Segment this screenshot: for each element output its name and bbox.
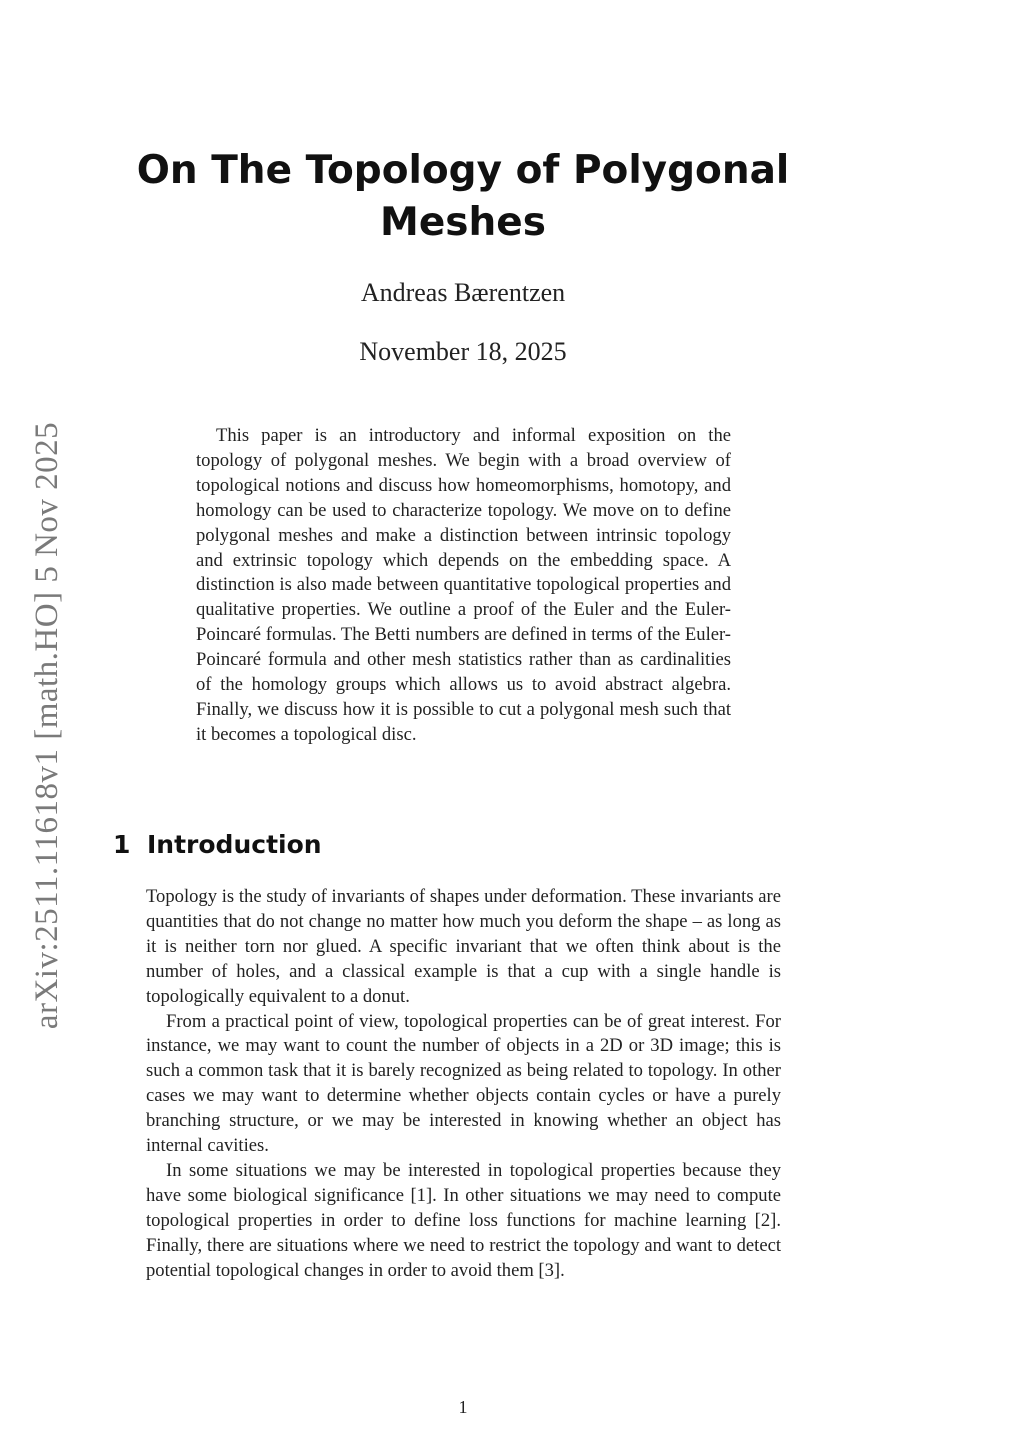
arxiv-identifier-stamp xyxy=(18,405,78,1045)
section-number: 1 xyxy=(113,830,131,859)
abstract-paragraph: This paper is an introductory and informal exposition on the topology of polygonal meshes. We begin with a broad overview of topological notions and discuss how homeomorphisms, homotopy, and homology can be used to characterize topology. We move on to define polygonal meshes and make a distinction between intrinsic topology and extrinsic topology which depends on the embedding space. A distinction is also made between quantitative topological properties and qualitative properties. We outline a proof of the Euler and the Euler-Poincaré formulas. The Betti numbers are defined in terms of the Euler-Poincaré formula and other mesh statistics rather than as cardinalities of the homology groups which allows us to avoid abstract algebra. Finally, we discuss how it is possible to cut a polygonal mesh such that it becomes a topological disc. xyxy=(196,425,731,745)
section-body xyxy=(146,885,781,1284)
author-name: Andreas Bærentzen xyxy=(360,278,566,307)
publication-date: November 18, 2025 xyxy=(359,337,567,366)
body-paragraph: Topology is the study of invariants of shapes under deformation. These invariants are quantities that do not change no matter how much you deform the shape – as long as it is neither torn nor glued. A specific invariant that we often think about is the number of holes, and a classical example is that a cup with a single handle is topologically equivalent to a donut. xyxy=(146,886,781,1007)
body-paragraph: In some situations we may be interested in topological properties because they have some biological significance [1]. In other situations we may need to compute topological properties in order to define loss functions for machine learning [2]. Finally, there are situations where we need to restrict the topology and want to detect potential topological changes in order to avoid them [3]. xyxy=(146,1159,781,1281)
page-number: 1 xyxy=(458,1397,468,1417)
arxiv-identifier-text: arXiv:2511.11618v1 [math.HO] 5 Nov 2025 xyxy=(29,421,66,1029)
body-paragraph: From a practical point of view, topological properties can be of great interest. For instance, we may want to count the number of objects in a 2D or 3D image; this is such a common task that it is barely recognized as being related to topology. In other cases we may want to determine whether objects contain cycles or have a purely branching structure, or we may be interested in knowing whether an object has internal cavities. xyxy=(146,1010,781,1157)
paper-title: On The Topology of Polygonal Meshes xyxy=(136,148,790,245)
section-title: Introduction xyxy=(147,830,322,859)
section-heading xyxy=(113,830,322,859)
